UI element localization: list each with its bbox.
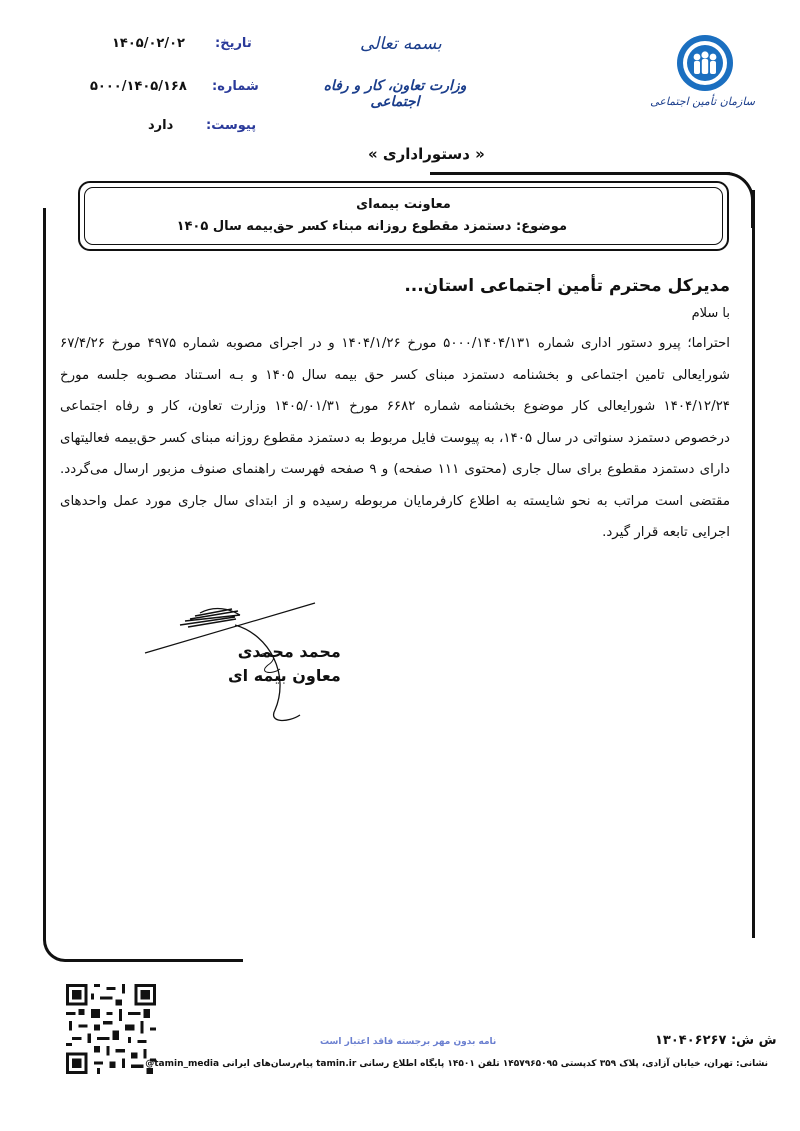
frame-line-left bbox=[43, 208, 46, 938]
date-value: ۱۴۰۵/۰۲/۰۲ bbox=[112, 36, 185, 51]
signature-block bbox=[228, 640, 341, 688]
frame-line-top bbox=[430, 172, 730, 175]
salutation: مدیرکل محترم تأمین اجتماعی استان... bbox=[404, 276, 730, 296]
signatory-name: محمد محمدی bbox=[237, 642, 341, 661]
attachment-label: پیوست: bbox=[206, 118, 257, 133]
ministry-title: وزارت تعاون، کار و رفاه اجتماعی bbox=[323, 78, 467, 110]
attachment-value: دارد bbox=[148, 118, 174, 133]
footer-code: ش ش: ۱۳۰۴۰۶۲۶۷ bbox=[655, 1033, 777, 1048]
frame-line-bottom bbox=[43, 920, 243, 962]
greeting: با سلام bbox=[691, 306, 730, 321]
subject-title: موضوع: دستمزد مقطوع روزانه مبناء کسر حق‌بیمه سال ۱۴۰۵ bbox=[176, 219, 567, 234]
date-label: تاریخ: bbox=[215, 36, 252, 51]
qr-code bbox=[66, 984, 156, 1074]
number-label: شماره: bbox=[212, 79, 259, 94]
frame-line-right bbox=[752, 190, 755, 938]
footer-validity-note: نامه بدون مهر برجسته فاقد اعتبار است bbox=[320, 1037, 497, 1047]
signatory-position: معاون بیمه ای bbox=[228, 666, 341, 685]
document-type: « دستوراداری » bbox=[368, 145, 485, 163]
number-value: ۵۰۰۰/۱۴۰۵/۱۶۸ bbox=[90, 79, 187, 94]
bismillah: بسمه تعالی bbox=[360, 34, 442, 54]
footer-address: نشانی: تهران، خیابان آزادی، پلاک ۳۵۹ کدپستی ۱۴۵۷۹۶۵۰۹۵ تلفن ۱۴۵۰۱ پایگاه اطلاع رسانی tamin.ir پیام‌رسان‌های ایرانی tamin_media@ bbox=[145, 1059, 768, 1069]
subject-box bbox=[78, 181, 729, 251]
body-paragraph: احتراما؛ پیرو دستور اداری شماره ۵۰۰۰/۱۴۰۴/۱۳۱ مورخ ۱۴۰۴/۱/۲۶ و در اجرای مصوبه شماره ۴۹۷۵ مورخ ۶۷/۴/۲۶ شورایعالی تامین اجتماعی و بخشنامه دستمزد مبنای کسر حق بیمه سال ۱۴۰۵ و بـه اسـتناد مصـوبه جلسه مورخ ۱۴۰۴/۱۲/۲۴ شورایعالی کار موضوع بخشنامه شماره ۶۶۸۲ مورخ ۱۴۰۵/۰۱/۳۱ وزارت تعاون، کار و رفاه اجتماعی درخصوص دستمزد سنواتی در سال ۱۴۰۵، به پیوست فایل مربوط به دستمزد مقطوع روزانه مبنای کسر حق‌بیمه فعالیتهای دارای دستمزد مقطوع برای سال جاری (محتوی ۱۱۱ صفحه) و ۹ صفحه فهرست راهنمای صنوف مزبور ارسال می‌گردد. مقتضی است مراتب به نحو شایسته به اطلاع کارفرمایان مربوطه رسیده و از ابتدای سال جاری مورد عمل واحدهای اجرایی تابعه قرار گیرد. bbox=[60, 336, 731, 540]
organization-caption: سازمان تأمین اجتماعی bbox=[650, 95, 755, 108]
subject-department: معاونت بیمه‌ای bbox=[356, 197, 451, 212]
subject-box-inner bbox=[84, 187, 723, 245]
